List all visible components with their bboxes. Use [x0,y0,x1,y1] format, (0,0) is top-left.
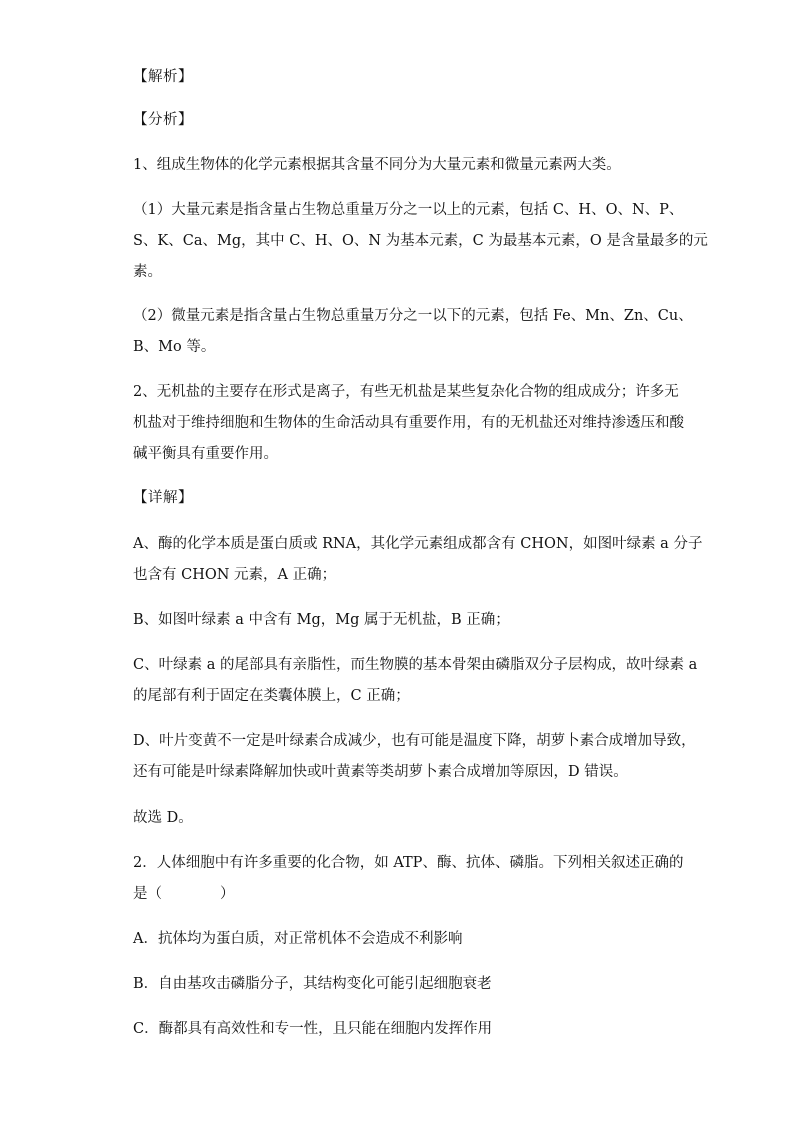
text-line: A、酶的化学本质是蛋白质或 RNA，其化学元素组成都含有 CHON，如图叶绿素 a 分子 [133,536,703,552]
text-line: 2．人体细胞中有许多重要的化合物，如 ATP、酶、抗体、磷脂。下列相关叙述正确的 [133,855,684,871]
text-line: 碱平衡具有重要作用。 [133,446,278,462]
text-line: 还有可能是叶绿素降解加快或叶黄素等类胡萝卜素合成增加等原因，D 错误。 [133,764,628,780]
text-line: 也含有 CHON 元素，A 正确； [133,567,337,583]
detail-a [133,529,703,591]
text-line: 的尾部有利于固定在类囊体膜上，C 正确； [133,688,410,704]
text-line: C、叶绿素 a 的尾部具有亲脂性，而生物膜的基本骨架由磷脂双分子层构成，故叶绿素 a [133,657,698,673]
text-line: D、叶片变黄不一定是叶绿素合成减少，也有可能是温度下降，胡萝卜素合成增加导致， [133,733,696,749]
question-2-stem [133,848,684,910]
analysis-point-2 [133,377,684,470]
answer-line: 故选 D。 [133,810,193,826]
text-line: （1）大量元素是指含量占生物总重量万分之一以上的元素，包括 C、H、O、N、P、 [133,202,684,218]
analysis-point-1-sub-2 [133,301,693,363]
text-line: 2、无机盐的主要存在形式是离子，有些无机盐是某些复杂化合物的组成成分；许多无 [133,384,679,400]
section-heading-jiexi: 【解析】 [133,69,193,85]
text-line: 素。 [133,264,162,280]
detail-b: B、如图叶绿素 a 中含有 Mg，Mg 属于无机盐，B 正确； [133,612,510,628]
option-c: C．酶都具有高效性和专一性，且只能在细胞内发挥作用 [133,1021,493,1037]
text-line: S、K、Ca、Mg，其中 C、H、O、N 为基本元素，C 为最基本元素，O 是含量最多的元 [133,233,708,249]
text-line: （2）微量元素是指含量占生物总重量万分之一以下的元素，包括 Fe、Mn、Zn、Cu、 [133,308,693,324]
section-heading-fenxi: 【分析】 [133,112,193,128]
detail-d [133,726,696,788]
option-b: B．自由基攻击磷脂分子，其结构变化可能引起细胞衰老 [133,976,492,992]
option-a: A．抗体均为蛋白质，对正常机体不会造成不利影响 [133,931,463,947]
text-line: B、Mo 等。 [133,339,216,355]
section-heading-xiangjie: 【详解】 [133,490,193,506]
analysis-point-1: 1、组成生物体的化学元素根据其含量不同分为大量元素和微量元素两大类。 [133,157,621,173]
detail-c [133,650,698,712]
analysis-point-1-sub-1 [133,195,708,288]
text-line: 机盐对于维持细胞和生物体的生命活动具有重要作用，有的无机盐还对维持渗透压和酸 [133,415,684,431]
text-line: 是（ ） [133,886,235,902]
